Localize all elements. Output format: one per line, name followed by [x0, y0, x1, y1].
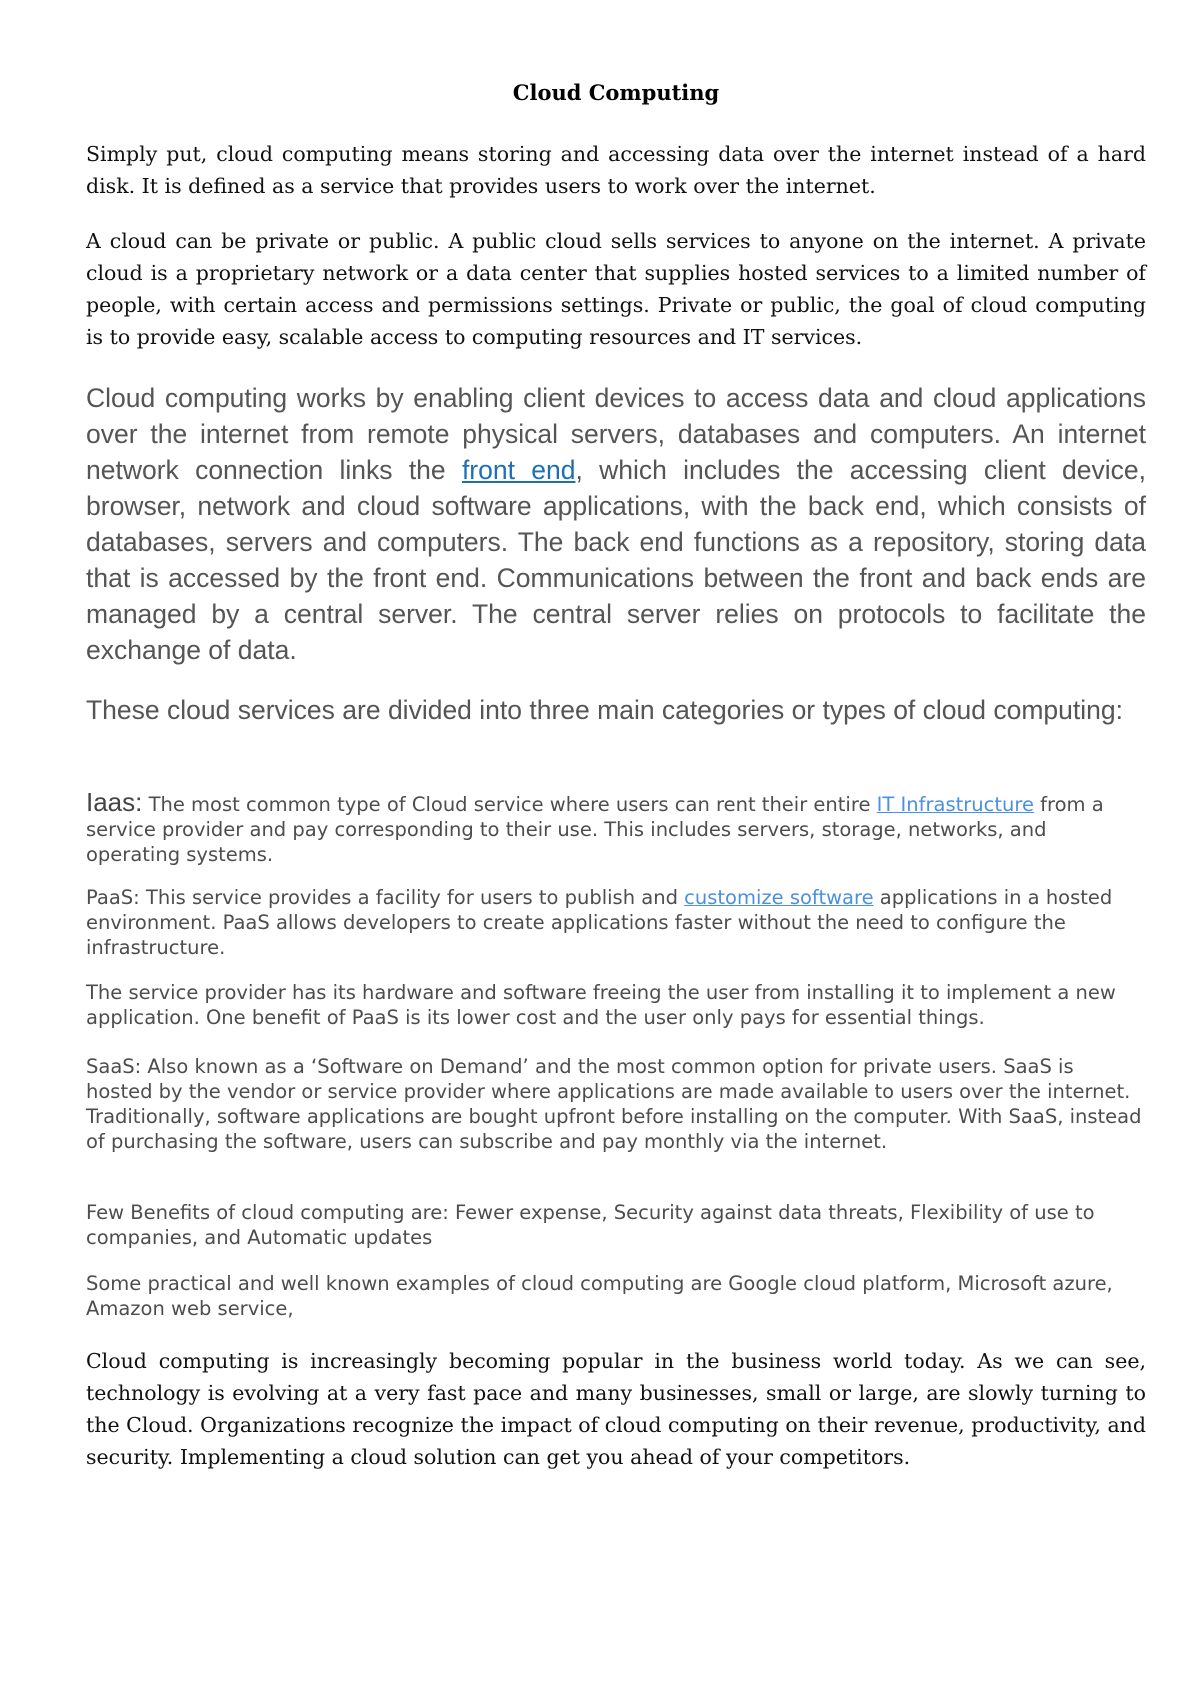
- how-it-works-paragraph: [86, 380, 1146, 668]
- categories-heading-paragraph: These cloud services are divided into three main categories or types of cloud computing:: [86, 695, 1123, 725]
- public-private-paragraph: A cloud can be private or public. A public cloud sells services to anyone on the internet. A private cloud is a proprietary network or a data center that supplies hosted services to a limited number of people, with certain access and permissions settings. Private or public, the goal of cloud computing is to provide easy, scalable access to computing resources and IT services.: [86, 229, 1146, 349]
- paas-paragraph: [86, 885, 1146, 960]
- customize-software-link[interactable]: customize software: [684, 886, 874, 909]
- saas-paragraph: SaaS: Also known as a ‘Software on Demand’ and the most common option for private users. SaaS is hosted by the vendor or service provider where applications are made available to users over the internet. Traditionally, software applications are bought upfront before installing on the computer. With SaaS, instead of purchasing the software, users can subscribe and pay monthly via the internet.: [86, 1055, 1142, 1153]
- benefits-paragraph: Few Benefits of cloud computing are: Fewer expense, Security against data threats, Flexibility of use to companies, and Automatic updates: [86, 1201, 1095, 1249]
- conclusion-paragraph: Cloud computing is increasingly becoming popular in the business world today. As we can see, technology is evolving at a very fast pace and many businesses, small or large, are slowly turning to the Cloud. Organizations recognize the impact of cloud computing on their revenue, productivity, and security. Implementing a cloud solution can get you ahead of your competitors.: [86, 1349, 1146, 1469]
- how-it-works-text-end: , which includes the accessing client device, browser, network and cloud software applications, with the back end, which consists of databases, servers and computers. The back end functions as a repository, storing data that is accessed by the front end. Communications between the front and back ends are managed by a central server. The central server relies on protocols to facilitate the exchange of data.: [86, 455, 1146, 665]
- document-title: Cloud Computing: [512, 80, 720, 105]
- how-it-works-text-start: Cloud computing works by enabling client devices to access data and cloud applications over the internet from remote physical servers, databases and computers. An internet network connection links the: [86, 383, 1146, 485]
- iaas-paragraph: [86, 787, 1146, 867]
- paas-text-end: applications in a hosted environment. PaaS allows developers to create applications faster without the need to configure the infrastructure.: [86, 886, 1113, 959]
- iaas-text-start: The most common type of Cloud service where users can rent their entire: [142, 793, 877, 816]
- iaas-text-end: from a service provider and pay corresponding to their use. This includes servers, storage, networks, and operating systems.: [86, 793, 1104, 866]
- service-provider-paragraph: The service provider has its hardware and software freeing the user from installing it to implement a new application. One benefit of PaaS is its lower cost and the user only pays for essential things.: [86, 981, 1116, 1029]
- paas-text-start: PaaS: This service provides a facility for users to publish and: [86, 886, 685, 909]
- iaas-term: Iaas:: [86, 787, 143, 817]
- front-end-link[interactable]: front end: [461, 455, 576, 485]
- it-infrastructure-link[interactable]: IT Infrastructure: [876, 793, 1034, 816]
- examples-paragraph: Some practical and well known examples of cloud computing are Google cloud platform, Microsoft azure, Amazon web service,: [86, 1272, 1113, 1320]
- intro-paragraph: Simply put, cloud computing means storing and accessing data over the internet instead of a hard disk. It is defined as a service that provides users to work over the internet.: [86, 142, 1146, 198]
